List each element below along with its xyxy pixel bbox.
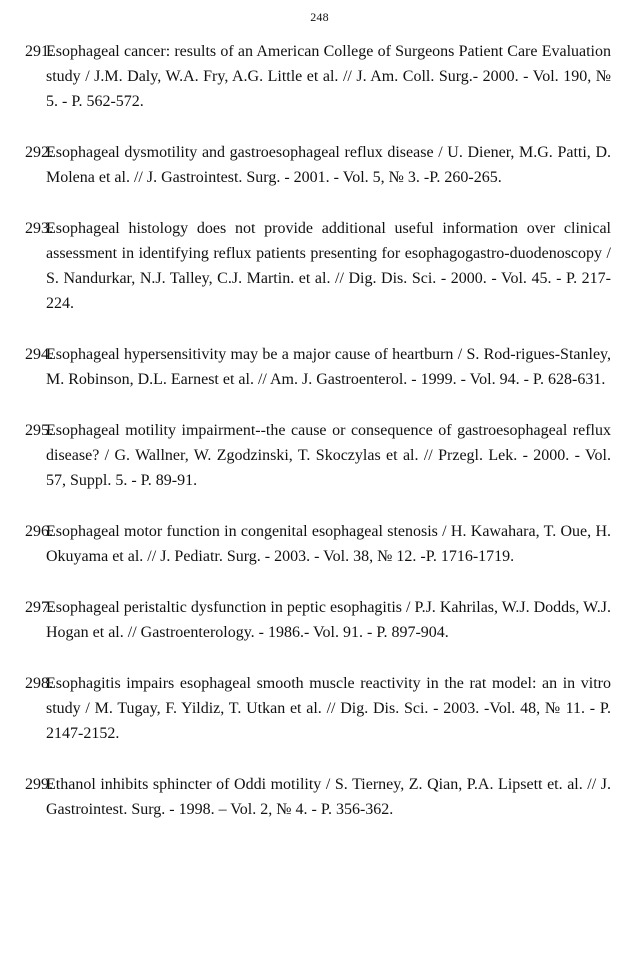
reference-295	[25, 418, 611, 493]
reference-list	[25, 39, 611, 848]
reference-number: 294.	[25, 346, 53, 363]
reference-293	[25, 216, 611, 316]
reference-number: 298.	[25, 675, 53, 692]
reference-number: 295.	[25, 422, 53, 439]
reference-292	[25, 140, 611, 190]
reference-text: Esophageal histology does not provide additional useful information over clinical assessment in identifying reflux patients presenting for esophagogastro-duodenoscopy / S. Nandurkar, N.J. Talley, C.J. Martin. et al. // Dig. Dis. Sci. - 2000. - Vol. 45. - P. 217-224.	[46, 220, 611, 312]
reference-text: Esophageal peristaltic dysfunction in peptic esophagitis / P.J. Kahrilas, W.J. Dodds, W.J. Hogan et al. // Gastroenterology. - 1986.- Vol. 91. - P. 897-904.	[46, 599, 611, 641]
page-number: 248	[310, 10, 329, 24]
reference-number: 299.	[25, 776, 53, 793]
reference-text: Esophageal hypersensitivity may be a major cause of heartburn / S. Rod-rigues-Stanley, M. Robinson, D.L. Earnest et al. // Am. J. Gastroenterol. - 1999. - Vol. 94. - P. 628-631.	[46, 346, 611, 388]
reference-number: 296.	[25, 523, 53, 540]
reference-text: Esophageal dysmotility and gastroesophageal reflux disease / U. Diener, M.G. Patti, D. Molena et al. // J. Gastrointest. Surg. - 2001. - Vol. 5, № 3. -P. 260-265.	[46, 144, 611, 186]
reference-298	[25, 671, 611, 746]
reference-number: 297.	[25, 599, 53, 616]
reference-294	[25, 342, 611, 392]
reference-291	[25, 39, 611, 114]
reference-299	[25, 772, 611, 822]
reference-296	[25, 519, 611, 569]
reference-number: 292.	[25, 144, 53, 161]
reference-297	[25, 595, 611, 645]
reference-text: Esophageal motor function in congenital esophageal stenosis / H. Kawahara, T. Oue, H. Okuyama et al. // J. Pediatr. Surg. - 2003. - Vol. 38, № 12. -P. 1716-1719.	[46, 523, 611, 565]
reference-text: Esophageal cancer: results of an American College of Surgeons Patient Care Evaluation study / J.M. Daly, W.A. Fry, A.G. Little et al. // J. Am. Coll. Surg.- 2000. - Vol. 190, № 5. - P. 562-572.	[46, 43, 611, 110]
reference-text: Ethanol inhibits sphincter of Oddi motility / S. Tierney, Z. Qian, P.A. Lipsett et. al. // J. Gastrointest. Surg. - 1998. – Vol. 2, № 4. - P. 356-362.	[46, 776, 611, 818]
reference-text: Esophagitis impairs esophageal smooth muscle reactivity in the rat model: an in vitro study / M. Tugay, F. Yildiz, T. Utkan et al. // Dig. Dis. Sci. - 2003. -Vol. 48, № 11. - P. 2147-2152.	[46, 675, 611, 742]
reference-number: 293.	[25, 220, 53, 237]
reference-number: 291.	[25, 43, 53, 60]
reference-text: Esophageal motility impairment--the cause or consequence of gastroesophageal reflux disease? / G. Wallner, W. Zgodzinski, T. Skoczylas et al. // Przegl. Lek. - 2000. - Vol. 57, Suppl. 5. - P. 89-91.	[46, 422, 611, 489]
